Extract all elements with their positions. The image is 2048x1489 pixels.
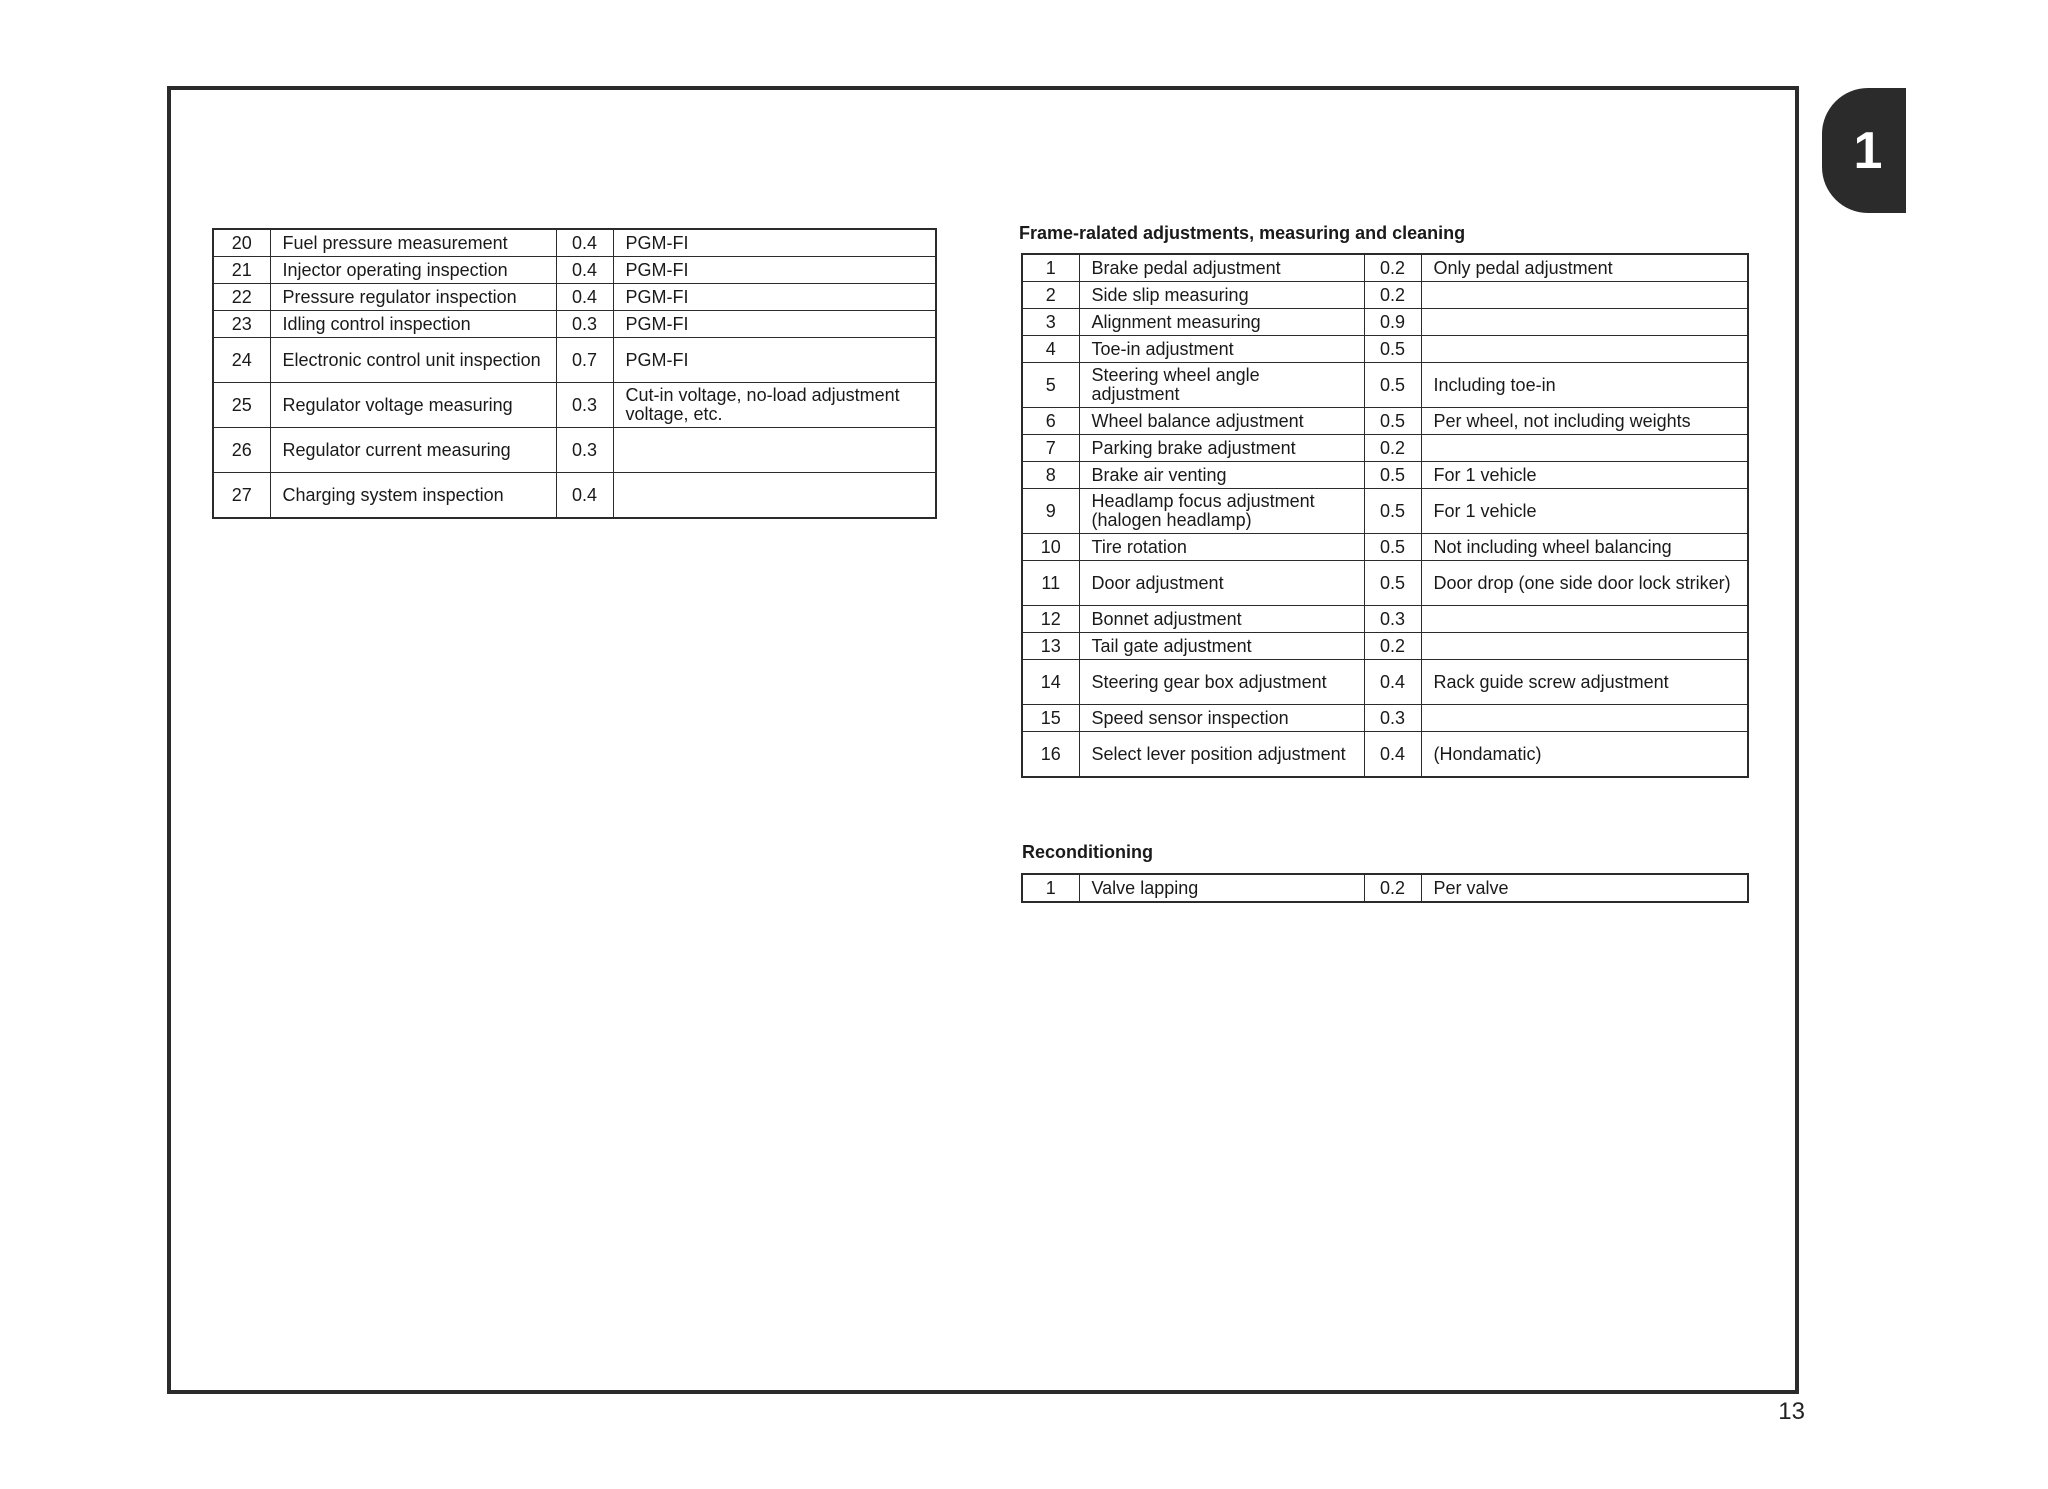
row-number: 23	[213, 311, 270, 338]
row-number: 12	[1022, 606, 1079, 633]
row-hours: 0.4	[556, 257, 613, 284]
row-remarks: PGM-FI	[613, 257, 936, 284]
row-remarks	[1421, 606, 1748, 633]
row-number: 22	[213, 284, 270, 311]
row-hours: 0.2	[1364, 254, 1421, 282]
row-hours: 0.2	[1364, 874, 1421, 902]
row-hours: 0.3	[556, 383, 613, 428]
row-remarks	[613, 473, 936, 519]
row-hours: 0.9	[1364, 309, 1421, 336]
row-remarks	[1421, 435, 1748, 462]
row-item: Wheel balance adjustment	[1079, 408, 1364, 435]
row-item: Valve lapping	[1079, 874, 1364, 902]
table-row	[213, 383, 936, 428]
row-item: Toe-in adjustment	[1079, 336, 1364, 363]
row-item: Steering wheel angle adjustment	[1079, 363, 1364, 408]
row-number: 8	[1022, 462, 1079, 489]
row-hours: 0.3	[1364, 606, 1421, 633]
table-row	[1022, 254, 1748, 282]
row-hours: 0.7	[556, 338, 613, 383]
row-hours: 0.3	[556, 311, 613, 338]
table-row	[213, 257, 936, 284]
row-item: Bonnet adjustment	[1079, 606, 1364, 633]
row-item: Door adjustment	[1079, 561, 1364, 606]
section-title-frame: Frame-ralated adjustments, measuring and cleaning	[1019, 223, 1466, 243]
table-row	[1022, 534, 1748, 561]
row-remarks: Including toe-in	[1421, 363, 1748, 408]
row-remarks: Rack guide screw adjustment	[1421, 660, 1748, 705]
table-row	[1022, 309, 1748, 336]
row-number: 4	[1022, 336, 1079, 363]
row-item: Charging system inspection	[270, 473, 556, 519]
row-number: 21	[213, 257, 270, 284]
table-row	[1022, 606, 1748, 633]
chapter-tab: 1	[1822, 88, 1906, 213]
reconditioning-table	[1021, 873, 1749, 903]
table-row	[1022, 561, 1748, 606]
row-item: Fuel pressure measurement	[270, 229, 556, 257]
row-remarks: Not including wheel balancing	[1421, 534, 1748, 561]
row-number: 11	[1022, 561, 1079, 606]
row-item: Brake pedal adjustment	[1079, 254, 1364, 282]
row-hours: 0.5	[1364, 363, 1421, 408]
row-item: Injector operating inspection	[270, 257, 556, 284]
row-number: 9	[1022, 489, 1079, 534]
table-row	[1022, 874, 1748, 902]
row-remarks: (Hondamatic)	[1421, 732, 1748, 778]
row-item: Steering gear box adjustment	[1079, 660, 1364, 705]
row-remarks: Per wheel, not including weights	[1421, 408, 1748, 435]
row-hours: 0.5	[1364, 561, 1421, 606]
row-number: 7	[1022, 435, 1079, 462]
table-row	[1022, 363, 1748, 408]
row-number: 6	[1022, 408, 1079, 435]
row-item: Brake air venting	[1079, 462, 1364, 489]
table-row	[1022, 732, 1748, 778]
row-hours: 0.2	[1364, 435, 1421, 462]
row-item: Parking brake adjustment	[1079, 435, 1364, 462]
row-hours: 0.5	[1364, 489, 1421, 534]
row-remarks: PGM-FI	[613, 338, 936, 383]
table-row	[1022, 660, 1748, 705]
row-item: Regulator voltage measuring	[270, 383, 556, 428]
row-number: 14	[1022, 660, 1079, 705]
table-row	[1022, 633, 1748, 660]
row-item: Select lever position adjustment	[1079, 732, 1364, 778]
page-number: 13	[1778, 1398, 1805, 1425]
left-table	[212, 228, 937, 519]
row-hours: 0.2	[1364, 633, 1421, 660]
row-remarks	[1421, 633, 1748, 660]
table-row	[1022, 282, 1748, 309]
row-remarks: Cut-in voltage, no-load adjustment voltage, etc.	[613, 383, 936, 428]
row-item: Pressure regulator inspection	[270, 284, 556, 311]
table-row	[1022, 336, 1748, 363]
row-number: 1	[1022, 874, 1079, 902]
row-item: Side slip measuring	[1079, 282, 1364, 309]
row-remarks	[1421, 705, 1748, 732]
row-number: 1	[1022, 254, 1079, 282]
table-row	[1022, 435, 1748, 462]
row-hours: 0.4	[556, 473, 613, 519]
row-item: Electronic control unit inspection	[270, 338, 556, 383]
row-number: 20	[213, 229, 270, 257]
row-item: Tire rotation	[1079, 534, 1364, 561]
row-item: Speed sensor inspection	[1079, 705, 1364, 732]
row-remarks: PGM-FI	[613, 229, 936, 257]
row-remarks: For 1 vehicle	[1421, 462, 1748, 489]
table-row	[213, 284, 936, 311]
table-row	[1022, 489, 1748, 534]
row-hours: 0.2	[1364, 282, 1421, 309]
row-hours: 0.4	[1364, 732, 1421, 778]
table-row	[213, 311, 936, 338]
row-hours: 0.3	[556, 428, 613, 473]
row-hours: 0.5	[1364, 336, 1421, 363]
row-number: 25	[213, 383, 270, 428]
row-item: Regulator current measuring	[270, 428, 556, 473]
row-number: 15	[1022, 705, 1079, 732]
table-row	[213, 338, 936, 383]
table-row	[213, 428, 936, 473]
row-hours: 0.4	[556, 284, 613, 311]
row-item: Tail gate adjustment	[1079, 633, 1364, 660]
table-row	[1022, 705, 1748, 732]
row-number: 16	[1022, 732, 1079, 778]
row-number: 27	[213, 473, 270, 519]
frame-table	[1021, 253, 1749, 778]
row-remarks: Door drop (one side door lock striker)	[1421, 561, 1748, 606]
row-hours: 0.4	[556, 229, 613, 257]
row-item: Idling control inspection	[270, 311, 556, 338]
row-remarks	[1421, 309, 1748, 336]
row-number: 26	[213, 428, 270, 473]
table-row	[1022, 462, 1748, 489]
row-number: 13	[1022, 633, 1079, 660]
row-remarks: Per valve	[1421, 874, 1748, 902]
table-row	[1022, 408, 1748, 435]
row-number: 10	[1022, 534, 1079, 561]
row-hours: 0.5	[1364, 408, 1421, 435]
table-row	[213, 229, 936, 257]
section-title-reconditioning: Reconditioning	[1022, 842, 1153, 862]
table-row	[213, 473, 936, 519]
row-number: 24	[213, 338, 270, 383]
row-hours: 0.3	[1364, 705, 1421, 732]
row-number: 5	[1022, 363, 1079, 408]
row-number: 2	[1022, 282, 1079, 309]
row-remarks: PGM-FI	[613, 311, 936, 338]
row-item: Alignment measuring	[1079, 309, 1364, 336]
row-hours: 0.5	[1364, 462, 1421, 489]
row-item: Headlamp focus adjustment (halogen headlamp)	[1079, 489, 1364, 534]
row-remarks: PGM-FI	[613, 284, 936, 311]
row-remarks	[1421, 282, 1748, 309]
row-number: 3	[1022, 309, 1079, 336]
row-remarks	[1421, 336, 1748, 363]
row-remarks: Only pedal adjustment	[1421, 254, 1748, 282]
row-hours: 0.4	[1364, 660, 1421, 705]
row-remarks	[613, 428, 936, 473]
row-remarks: For 1 vehicle	[1421, 489, 1748, 534]
row-hours: 0.5	[1364, 534, 1421, 561]
